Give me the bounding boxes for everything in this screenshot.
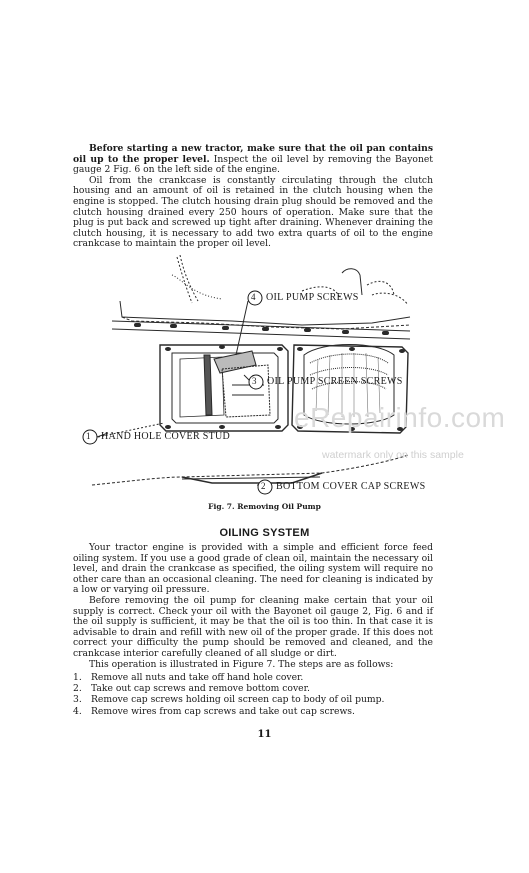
callout-2: 2	[261, 481, 266, 491]
label-bottom-cover-cap-screws: BOTTOM COVER CAP SCREWS	[276, 481, 426, 492]
oiling-paragraph-3: This operation is illustrated in Figure 7. The steps are as follows:	[89, 658, 394, 670]
step-text: Remove cap screws holding oil screen cap to body of oil pump.	[91, 694, 385, 706]
callout-3: 3	[252, 376, 257, 386]
step-number: 3.	[73, 694, 82, 706]
callout-4: 4	[251, 292, 256, 302]
oiling-paragraph-1: Your tractor engine is provided with a simple and efficient force feed oiling system. If you use a good grade of clean oil, maintain the necessary oil level, and drain the crankcase as specified, the oiling system will require no other care than an occasional cleaning. The need for cleaning is indicated by a low or varying oil pressure.	[73, 542, 433, 596]
list-item	[73, 672, 433, 683]
section-title: OILING SYSTEM	[219, 527, 310, 539]
step-number: 2.	[73, 683, 82, 695]
label-oil-pump-screen-screws: OIL PUMP SCREEN SCREWS	[267, 376, 403, 387]
intro-paragraph-2: Oil from the crankcase is constantly circulating through the clutch housing and an amount of oil is retained in the clutch housing when the engine is stopped. The clutch housing drain plug should be removed and the clutch housing drained every 250 hours of operation. Make sure that the plug is put back and screwed up tight after draining. Whenever draining the clutch housing, it is necessary to add two extra quarts of oil to the engine crankcase to maintain the proper oil level.	[73, 174, 433, 250]
step-text: Take out cap screws and remove bottom cover.	[91, 683, 310, 695]
intro-text	[73, 144, 433, 250]
list-item	[73, 683, 433, 694]
label-hand-hole-cover-stud: HAND HOLE COVER STUD	[101, 431, 231, 442]
intro-paragraph-1	[73, 144, 433, 176]
page-number: 11	[257, 729, 272, 740]
watermark-main: eRepairinfo.com	[294, 402, 506, 433]
figure-removing-oil-pump	[72, 255, 424, 505]
list-item	[73, 706, 433, 717]
label-oil-pump-screws: OIL PUMP SCREWS	[266, 292, 359, 303]
step-number: 1.	[73, 672, 82, 683]
list-item	[73, 694, 433, 705]
figure-caption: Fig. 7. Removing Oil Pump	[208, 502, 321, 511]
step-number: 4.	[73, 705, 82, 717]
callout-1: 1	[86, 431, 91, 441]
step-text: Remove all nuts and take off hand hole cover.	[91, 672, 304, 683]
oiling-system-text	[73, 543, 433, 670]
steps-list	[73, 672, 433, 717]
oiling-paragraph-2: Before removing the oil pump for cleaning make certain that your oil supply is correct. Check your oil with the Bayonet oil gauge 2, Fig. 6 and if the oil supply is sufficient, it may be that the oil is too thin. In that case it is advisable to drain and refill with new oil of the proper grade. If this does not correct your difficulty the pump should be removed and cleaned, and the crankcase interior carefully cleaned of all sludge or dirt.	[73, 594, 433, 659]
watermark-sub: watermark only on this sample	[322, 449, 464, 461]
intro-lead-bold: Before starting a new tractor, make sure that the oil pan contains oil up to the proper level.	[73, 143, 433, 165]
step-text: Remove wires from cap screws and take out cap screws.	[91, 705, 355, 717]
intro-lead-rest: Inspect the oil level by removing the Bayonet gauge 2 Fig. 6 on the left side of the engine.	[73, 153, 433, 176]
